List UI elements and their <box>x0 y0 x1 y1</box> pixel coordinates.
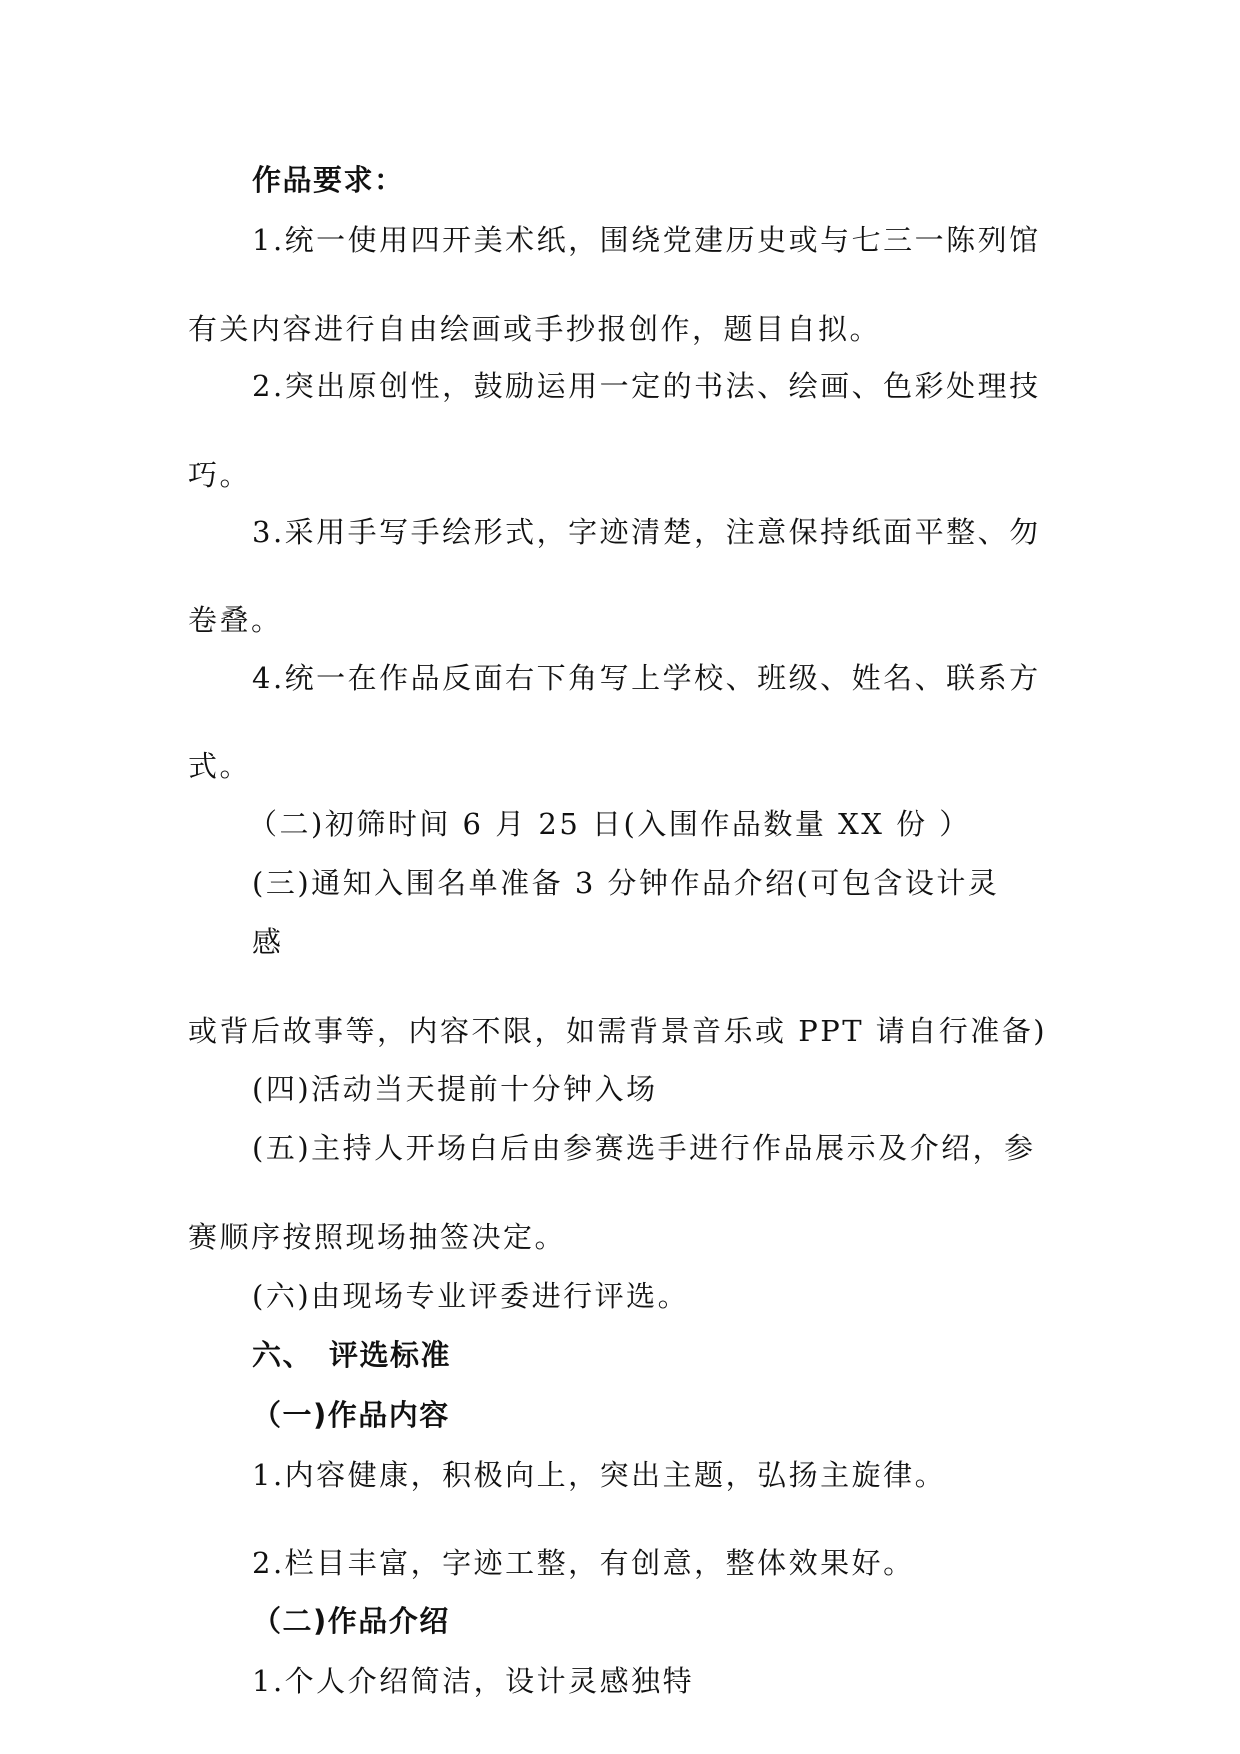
requirement-1-line-2: 有关内容进行自由绘画或手抄报创作，题目自拟。 <box>188 312 882 346</box>
step-2: （二)初筛时间 6 月 25 日(入围作品数量 XX 份 ） <box>248 807 971 841</box>
subsection-2-item-1: 1.个人介绍简洁，设计灵感独特 <box>252 1664 695 1698</box>
requirement-4-line-2: 式。 <box>188 749 252 783</box>
section-6-heading: 六、 评选标准 <box>252 1338 452 1372</box>
requirement-2-line-2: 巧。 <box>188 458 252 492</box>
step-5-line-1: (五)主持人开场白后由参赛选手进行作品展示及介绍，参 <box>252 1131 1036 1165</box>
subsection-1-item-2: 2.栏目丰富，字迹工整，有创意，整体效果好。 <box>252 1546 915 1580</box>
subsection-1-heading: （一)作品内容 <box>252 1398 450 1432</box>
step-3-line-1: (三)通知入围名单准备 3 分钟作品介绍(可包含设计灵 <box>252 866 1000 900</box>
requirement-3-line-2: 卷叠。 <box>188 603 283 637</box>
step-3-line-2: 感 <box>252 925 284 959</box>
subsection-2-heading: （二)作品介绍 <box>252 1604 450 1638</box>
step-6: (六)由现场专业评委进行评选。 <box>252 1279 690 1313</box>
requirements-heading: 作品要求： <box>252 163 405 197</box>
step-3-line-3: 或背后故事等，内容不限，如需背景音乐或 PPT 请自行准备) <box>188 1014 1048 1048</box>
step-5-line-2: 赛顺序按照现场抽签决定。 <box>188 1220 567 1254</box>
requirement-1-line-1: 1.统一使用四开美术纸，围绕党建历史或与七三一陈列馆 <box>252 223 1041 257</box>
subsection-1-item-1: 1.内容健康，积极向上，突出主题，弘扬主旋律。 <box>252 1458 947 1492</box>
requirement-4-line-1: 4.统一在作品反面右下角写上学校、班级、姓名、联系方 <box>252 661 1041 695</box>
step-4: (四)活动当天提前十分钟入场 <box>252 1072 658 1106</box>
requirement-2-line-1: 2.突出原创性，鼓励运用一定的书法、绘画、色彩处理技 <box>252 369 1041 403</box>
requirement-3-line-1: 3.采用手写手绘形式，字迹清楚，注意保持纸面平整、勿 <box>252 515 1041 549</box>
